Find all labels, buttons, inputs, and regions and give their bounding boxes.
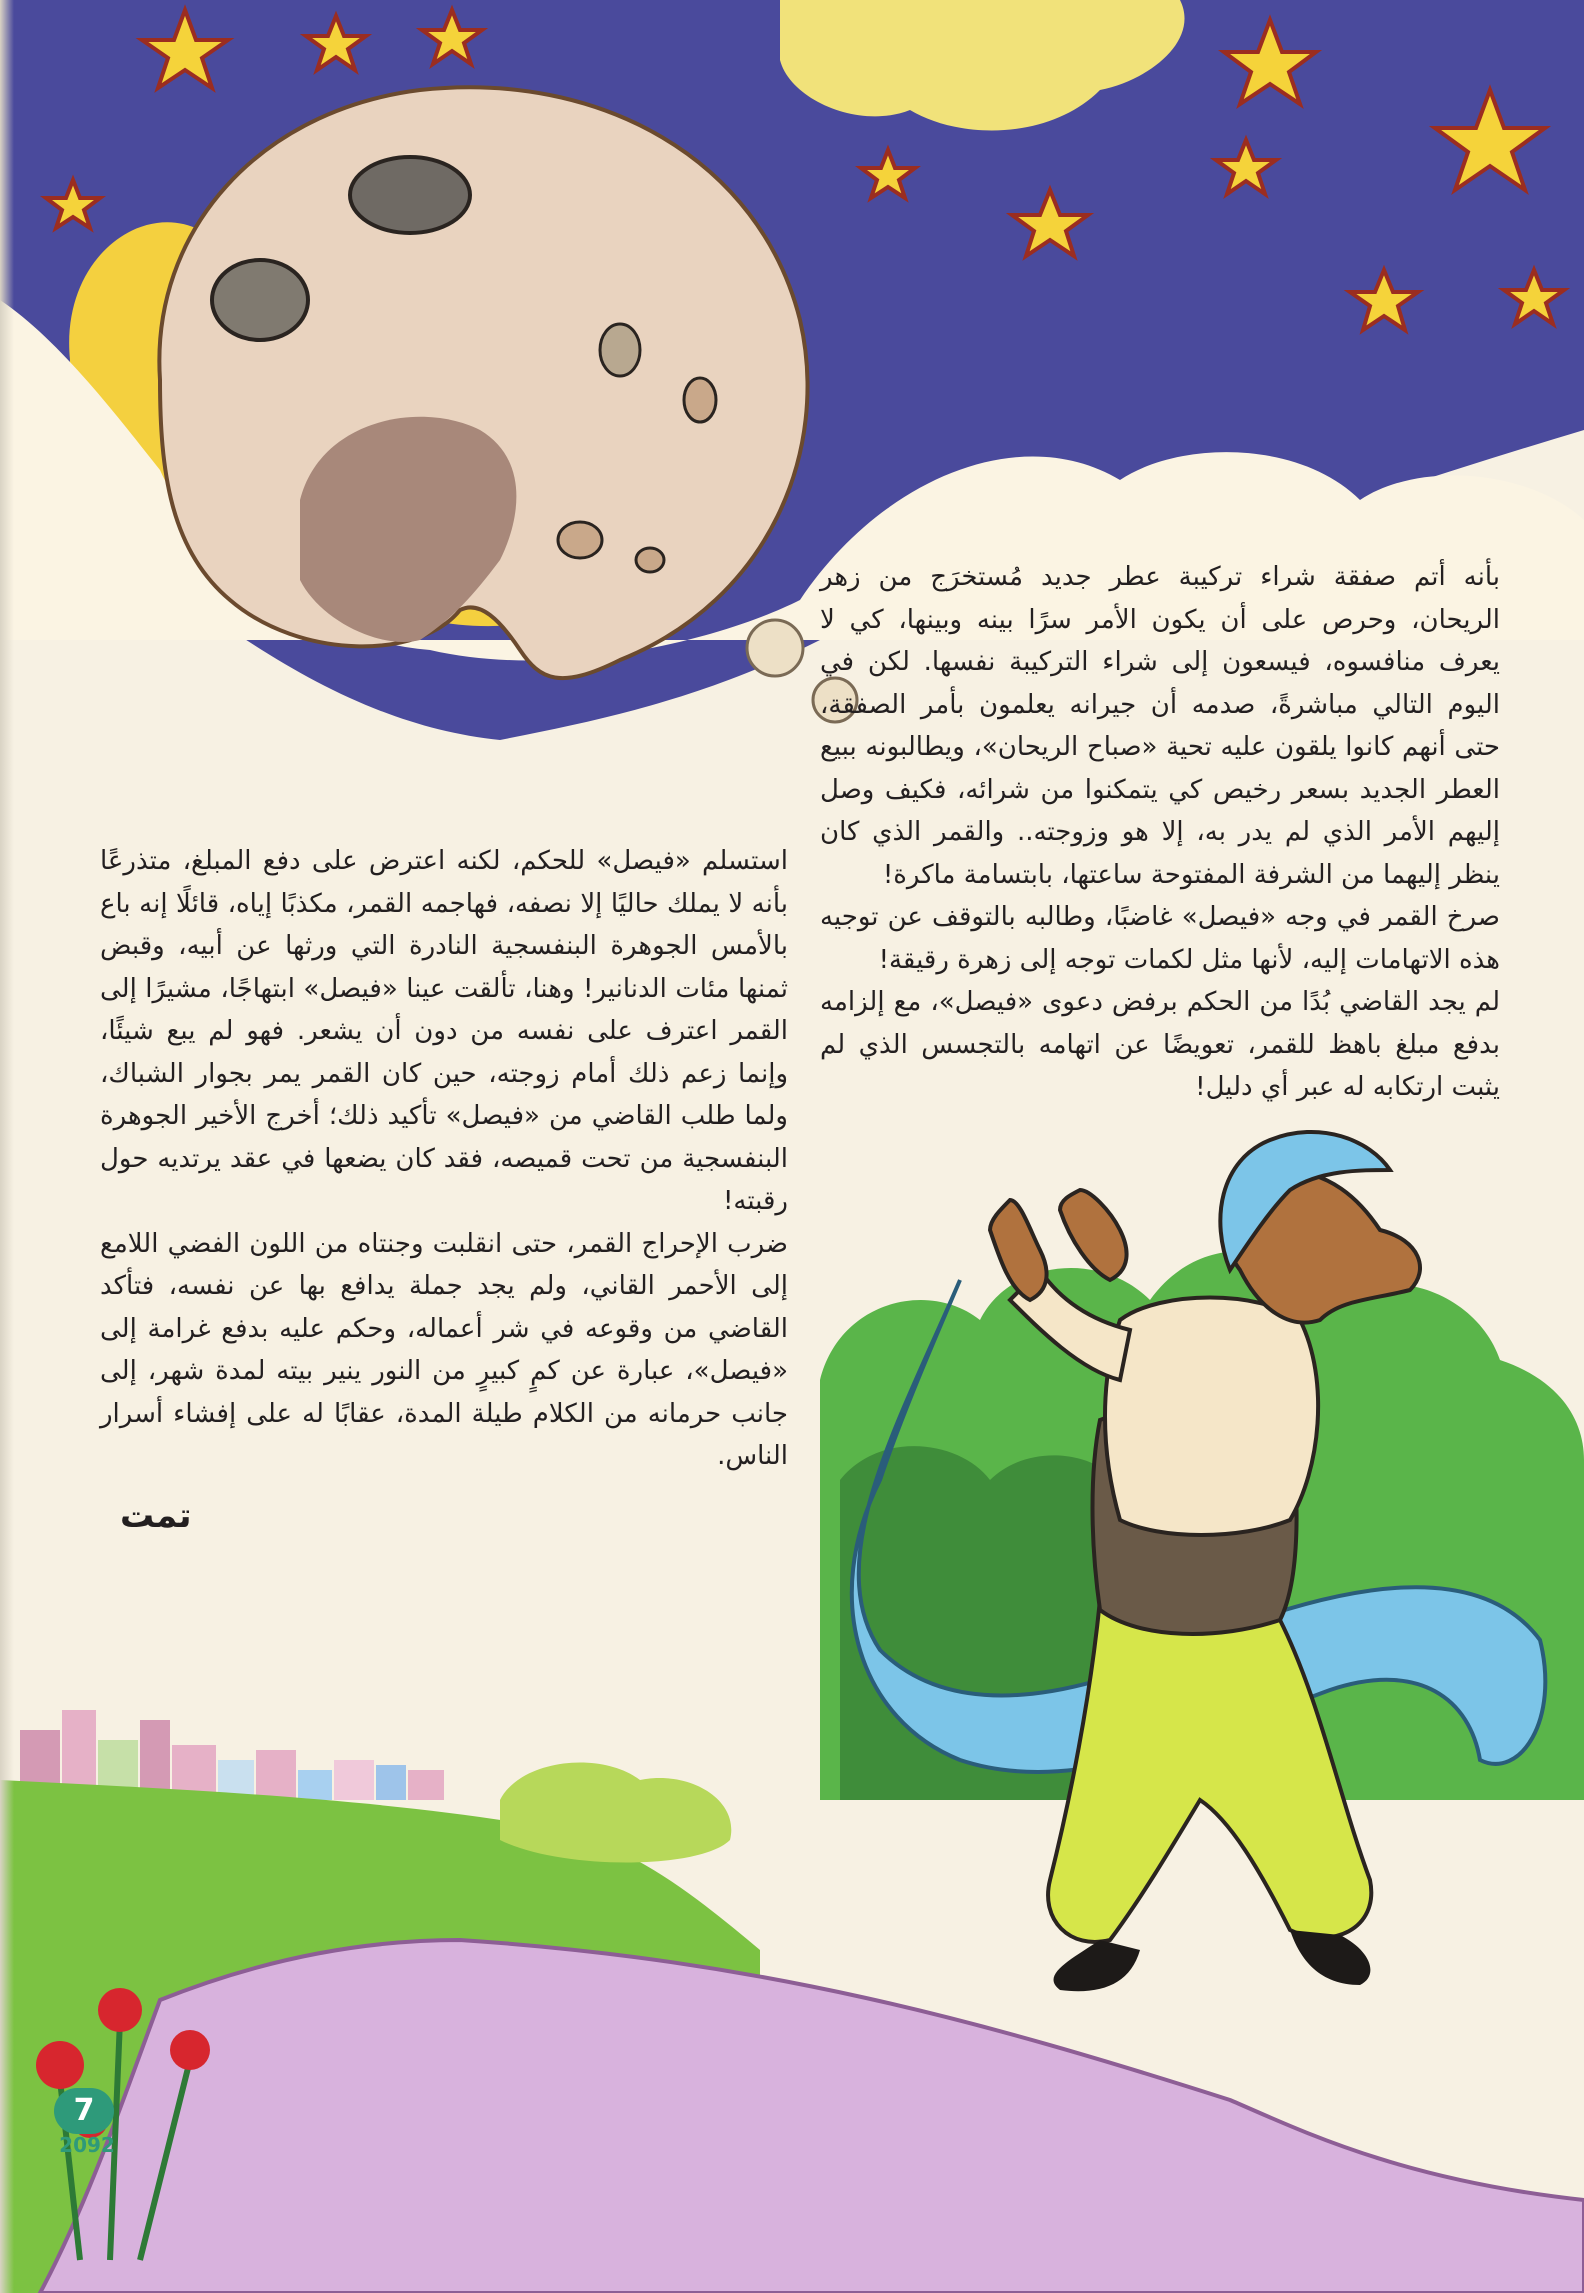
- story-paragraph: استسلم «فيصل» للحكم، لكنه اعترض على دفع المبلغ، متذرعًا بأنه لا يملك حاليًا إلا نصفه، فهاجمه القمر، مكذبًا إياه، قائلًا إنه باع بالأمس الجوهرة البنفسجية النادرة التي ورثها عن أبيه، وقبض ثمنها مئات الدنانير! وهنا، تألقت عينا «فيصل» ابتهاجًا، مشيرًا إلى القمر اعترف على نفسه من دون أن يشعر. فهو لم يبع شيئًا، وإنما زعم ذلك أمام زوجته، حين كان القمر يمر بجوار الشباك، ولما طلب القاضي من «فيصل» تأكيد ذلك؛ أخرج الأخير الجوهرة البنفسجية من تحت قميصه، فقد كان يضعها في عقد يرتديه حول رقبته!: [100, 846, 788, 1216]
- crater-5: [558, 522, 602, 558]
- issue-number: 2092: [59, 2133, 115, 2157]
- story-paragraph: بأنه أتم صفقة شراء تركيبة عطر جديد مُستخرَج من زهر الريحان، وحرص على أن يكون الأمر سرًا بينه وبينها، كي لا يعرف منافسوه، فيسعون إلى شراء التركيبة نفسها. لكن في اليوم التالي مباشرةً، صدمه أن جيرانه يعلمون بأمر الصفقة، حتى أنهم كانوا يلقون عليه تحية «صباح الريحان»، ويطالبونه ببيع العطر الجديد بسعر رخيص كي يتمكنوا من شرائه، فكيف وصل إليهم الأمر الذي لم يدر به، إلا هو وزوجته.. والقمر الذي كان ينظر إليهما من الشرفة المفتوحة ساعتها، بابتسامة ماكرة!: [820, 562, 1500, 890]
- road: [40, 1940, 1584, 2293]
- page-number-badge: 7: [54, 2088, 114, 2134]
- crater-3: [600, 324, 640, 376]
- story-paragraph: صرخ القمر في وجه «فيصل» غاضبًا، وطالبه بالتوقف عن توجيه هذه الاتهامات إليه، لأنها مثل لكمات توجه إلى زهرة رقيقة!: [820, 902, 1500, 975]
- tree-canopy: [500, 1763, 731, 1863]
- crater-4: [684, 378, 716, 422]
- story-paragraph: لم يجد القاضي بُدًا من الحكم برفض دعوى «فيصل»، مع إلزامه بدفع مبلغ باهظ للقمر، تعويضًا عن اتهامه بالتجسس الذي لم يثبت ارتكابه له عبر أي دليل!: [820, 987, 1500, 1102]
- crater-6: [636, 548, 664, 572]
- story-column-left: [100, 840, 788, 1478]
- crater-1: [350, 157, 470, 233]
- man-hand: [990, 1200, 1047, 1300]
- crater-2: [212, 260, 308, 340]
- story-end-label: تمت: [120, 1496, 192, 1536]
- man-shirt: [1105, 1298, 1318, 1536]
- man-hand-2: [1060, 1190, 1127, 1280]
- page-fold-shadow: [0, 0, 14, 2293]
- story-paragraph: ضرب الإحراج القمر، حتى انقلبت وجنتاه من اللون الفضي اللامع إلى الأحمر القاني، ولم يجد جملة يدافع بها عن نفسه، فتأكد القاضي من وقوعه في شر أعماله، وحكم عليه بدفع غرامة إلى «فيصل»، عبارة عن كمٍ كبيرٍ من النور ينير بيته لمدة شهر، إلى جانب حرمانه من الكلام طيلة المدة، عقابًا له على إفشاء أسرار الناس.: [100, 1228, 788, 1471]
- story-column-right: [820, 556, 1500, 1109]
